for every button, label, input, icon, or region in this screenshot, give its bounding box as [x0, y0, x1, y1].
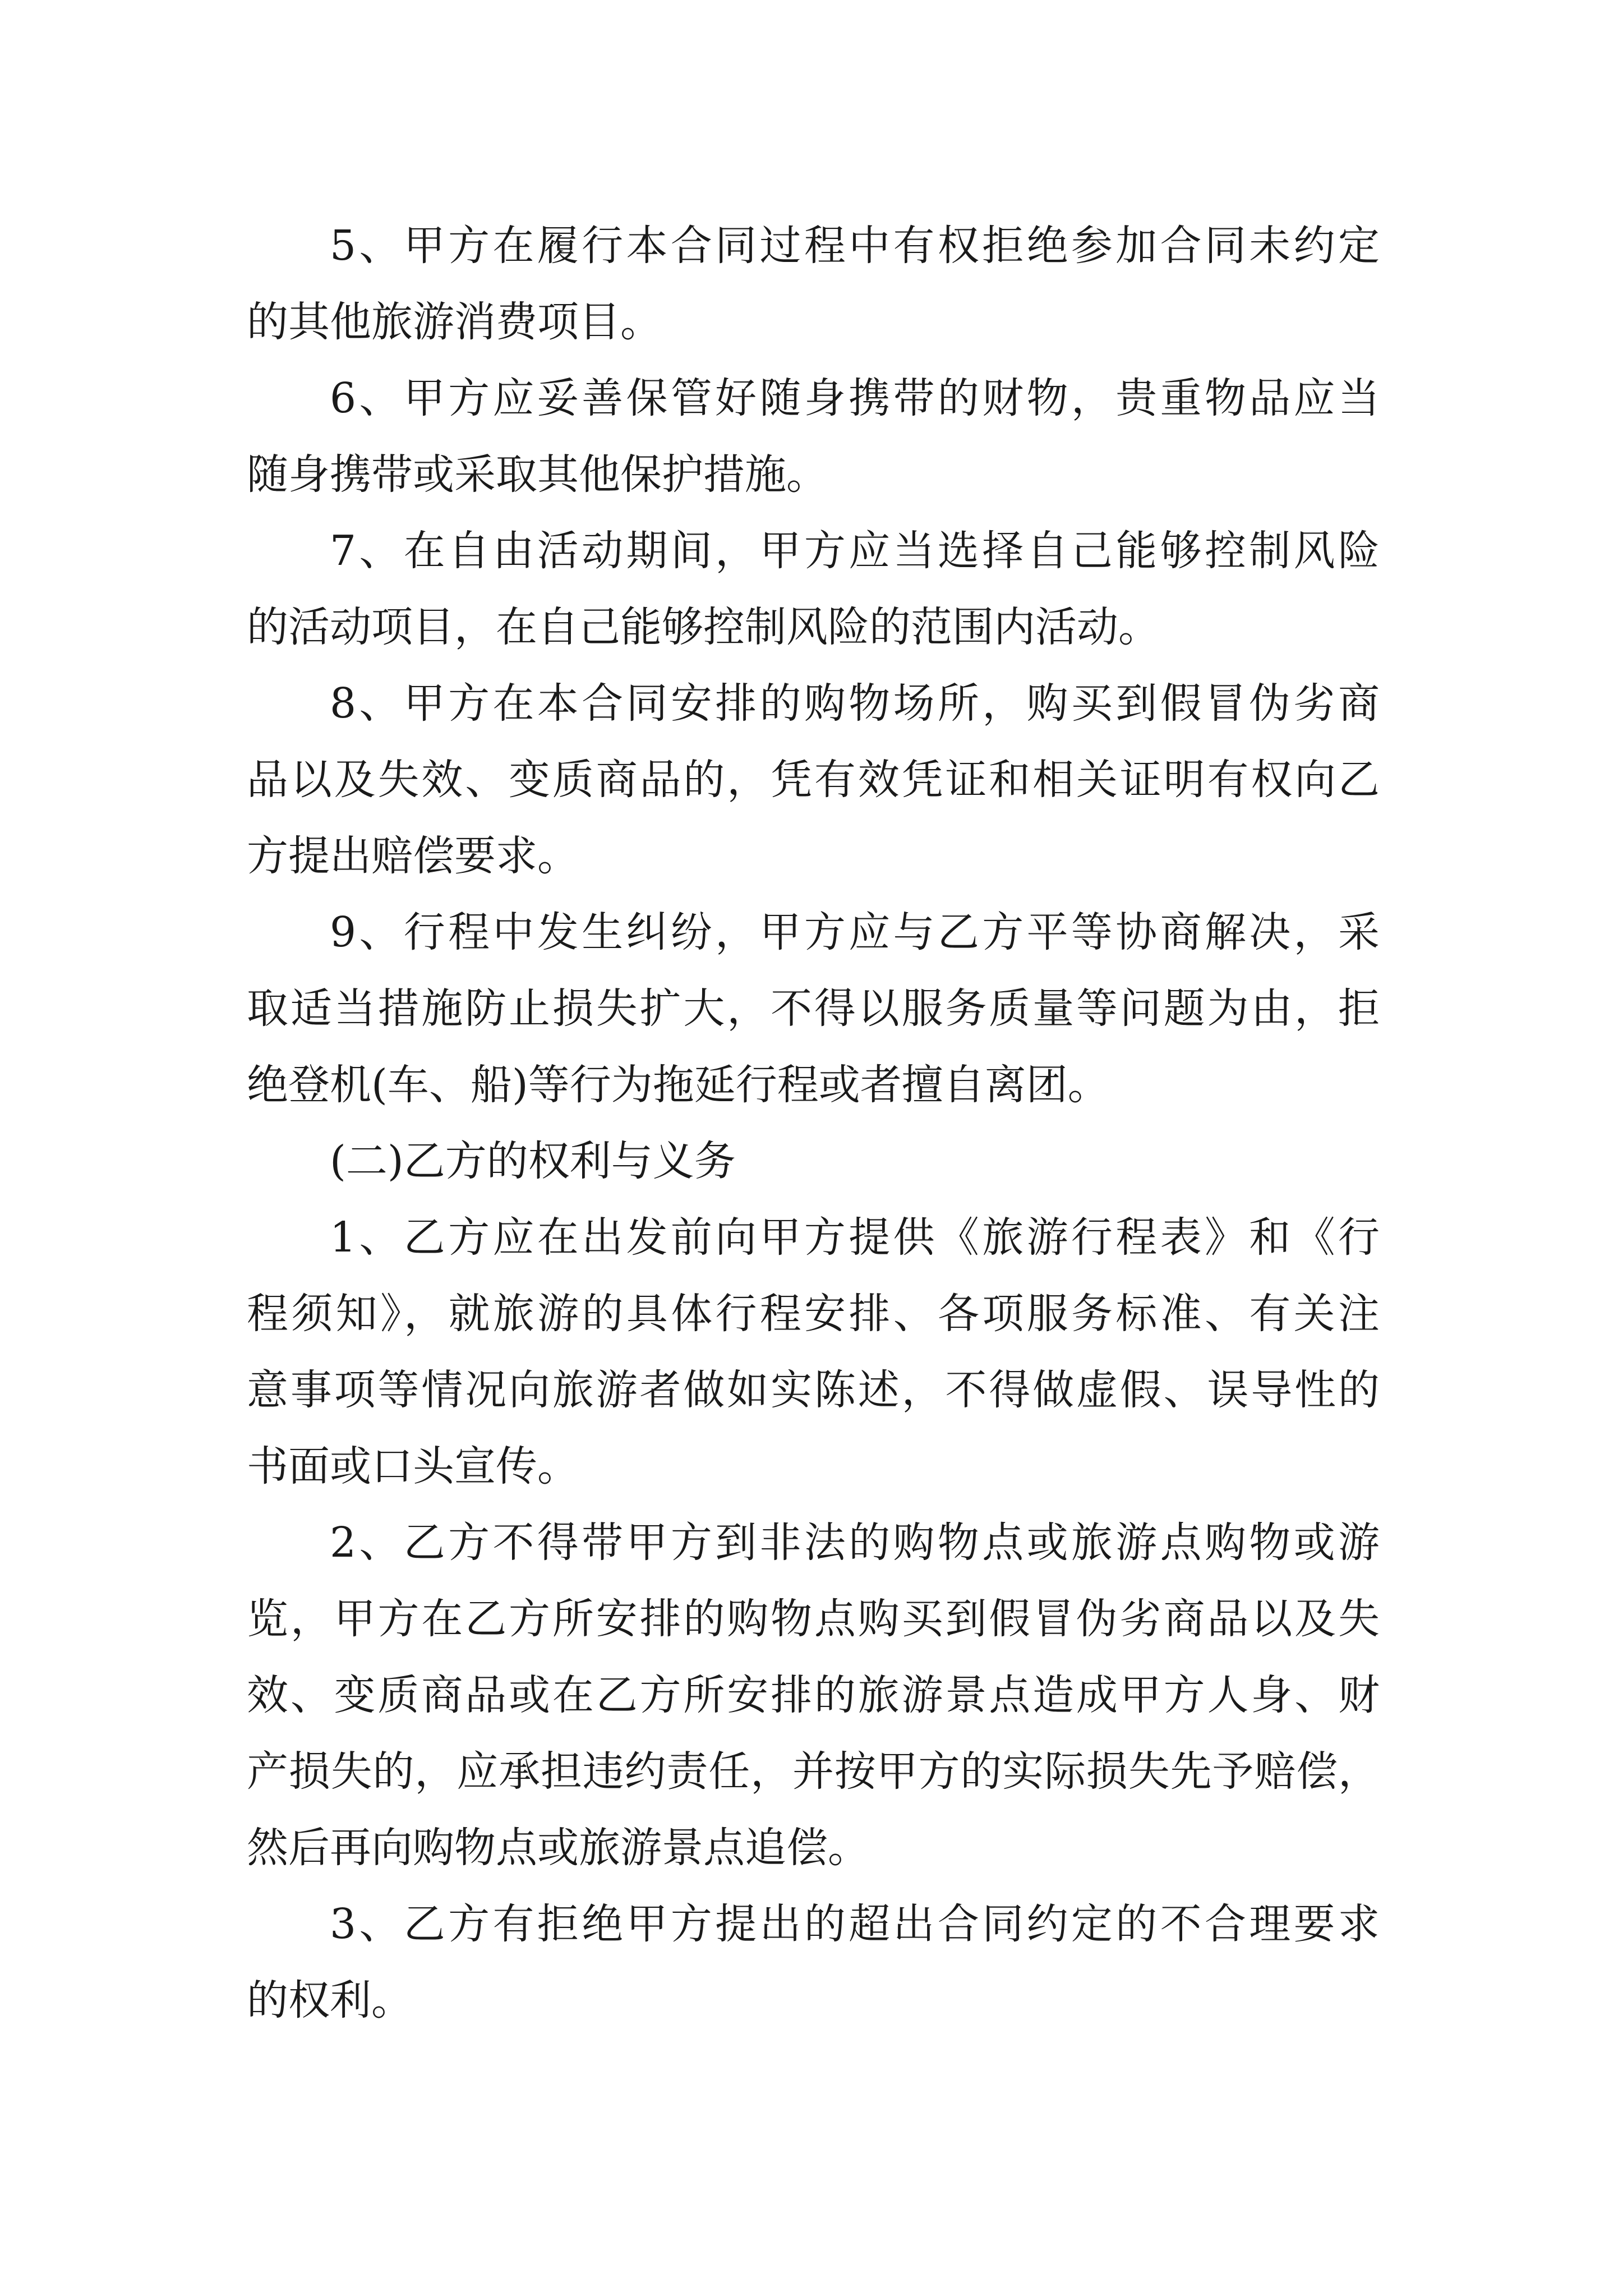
text-line: 2、乙方不得带甲方到非法的购物点或旅游点购物或游: [330, 1519, 1380, 1567]
clause-paragraph: [247, 360, 1380, 513]
text-line: 7、在自由活动期间，甲方应当选择自己能够控制风险: [330, 527, 1380, 575]
text-line: 书面或口头宣传。: [247, 1442, 579, 1490]
clause-paragraph: [247, 513, 1380, 665]
text-line: (二)乙方的权利与义务: [330, 1137, 736, 1185]
text-line: 的活动项目，在自己能够控制风险的范围内活动。: [247, 603, 1160, 651]
document-body: [247, 208, 1380, 2039]
text-line: 5、甲方在履行本合同过程中有权拒绝参加合同未约定: [330, 222, 1380, 270]
clause-paragraph: [247, 1199, 1380, 1504]
text-line: 程须知》，就旅游的具体行程安排、各项服务标准、有关注: [247, 1290, 1380, 1338]
text-line: 绝登机(车、船)等行为拖延行程或者擅自离团。: [247, 1061, 1109, 1109]
clause-paragraph: [247, 894, 1380, 1123]
clause-paragraph: [247, 1886, 1380, 2039]
text-line: 1、乙方应在出发前向甲方提供《旅游行程表》和《行: [330, 1213, 1380, 1262]
text-line: 然后再向购物点或旅游景点追偿。: [247, 1824, 869, 1872]
text-line: 览，甲方在乙方所安排的购物点购买到假冒伪劣商品以及失: [247, 1595, 1380, 1643]
text-line: 方提出赔偿要求。: [247, 832, 579, 880]
text-line: 9、行程中发生纠纷，甲方应与乙方平等协商解决，采: [330, 908, 1380, 956]
text-line: 的权利。: [247, 1976, 413, 2024]
clause-paragraph: [247, 665, 1380, 894]
section-heading: [247, 1123, 1380, 1199]
text-line: 随身携带或采取其他保护措施。: [247, 450, 828, 499]
text-line: 6、甲方应妥善保管好随身携带的财物，贵重物品应当: [330, 374, 1380, 422]
text-line: 效、变质商品或在乙方所安排的旅游景点造成甲方人身、财: [247, 1671, 1380, 1719]
text-line: 3、乙方有拒绝甲方提出的超出合同约定的不合理要求: [330, 1900, 1380, 1948]
clause-paragraph: [247, 1504, 1380, 1886]
text-line: 意事项等情况向旅游者做如实陈述，不得做虚假、误导性的: [247, 1366, 1380, 1414]
clause-paragraph: [247, 208, 1380, 360]
text-line: 取适当措施防止损失扩大，不得以服务质量等问题为由，拒: [247, 984, 1380, 1033]
text-line: 的其他旅游消费项目。: [247, 298, 662, 346]
text-line: 8、甲方在本合同安排的购物场所，购买到假冒伪劣商: [330, 679, 1380, 728]
text-line: 品以及失效、变质商品的，凭有效凭证和相关证明有权向乙: [247, 756, 1380, 804]
text-line: 产损失的，应承担违约责任，并按甲方的实际损失先予赔偿，: [247, 1747, 1380, 1796]
